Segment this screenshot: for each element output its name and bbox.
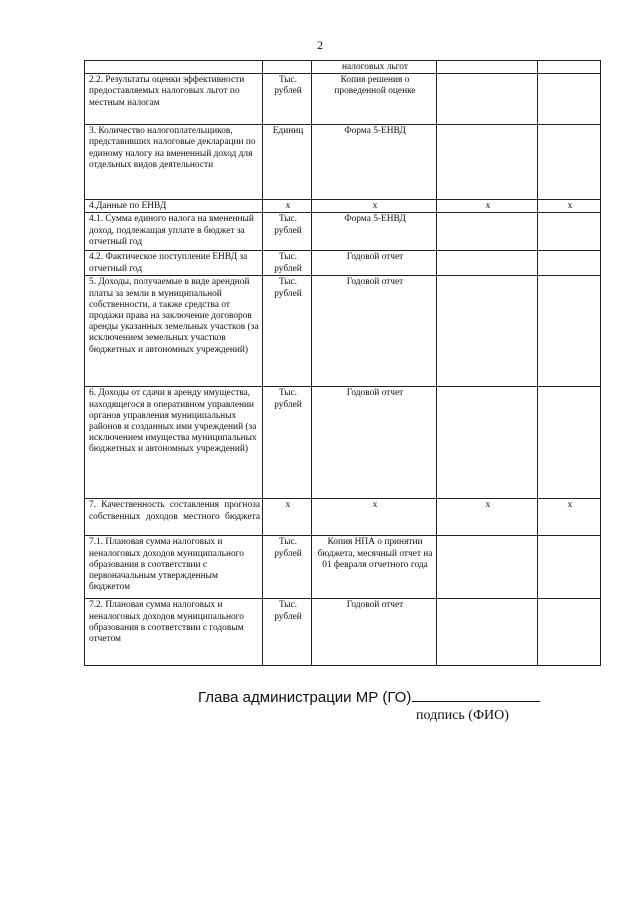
page-number: 2 bbox=[317, 38, 323, 52]
cell-value: х bbox=[538, 200, 601, 213]
cell-value bbox=[437, 536, 538, 599]
cell-source: Годовой отчет bbox=[312, 276, 437, 387]
cell-value bbox=[437, 276, 538, 387]
cell-name bbox=[85, 61, 263, 74]
cell-value: х bbox=[538, 499, 601, 536]
cell-unit: Тыс. рублей bbox=[263, 536, 312, 599]
cell-name: 4.1. Сумма единого налога на вмененный доход, подлежащая уплате в бюджет за отчетный год bbox=[85, 213, 263, 251]
cell-value bbox=[437, 213, 538, 251]
cell-source: налоговых льгот bbox=[312, 61, 437, 74]
cell-source: Копия НПА о принятии бюджета, месячный отчет на 01 февраля отчетного года bbox=[312, 536, 437, 599]
cell-name: 7.1. Плановая сумма налоговых и неналоговых доходов муниципального образования в соответствии с первоначальным утвержденным бюджетом bbox=[85, 536, 263, 599]
report-table bbox=[84, 60, 601, 666]
cell-value bbox=[538, 276, 601, 387]
cell-value bbox=[538, 125, 601, 200]
cell-source: Форма 5-ЕНВД bbox=[312, 125, 437, 200]
signature-title bbox=[198, 688, 540, 706]
cell-unit: х bbox=[263, 200, 312, 213]
cell-unit bbox=[263, 61, 312, 74]
signature-line[interactable] bbox=[412, 688, 540, 702]
signature-hint: подпись (ФИО) bbox=[416, 708, 509, 723]
cell-value bbox=[538, 251, 601, 276]
cell-value bbox=[538, 61, 601, 74]
cell-unit: Тыс. рублей bbox=[263, 251, 312, 276]
cell-source: Копия решения о проведенной оценке bbox=[312, 74, 437, 125]
cell-value bbox=[538, 387, 601, 499]
cell-unit: Тыс. рублей bbox=[263, 213, 312, 251]
cell-unit: Тыс. рублей bbox=[263, 74, 312, 125]
cell-source: Форма 5-ЕНВД bbox=[312, 213, 437, 251]
cell-value bbox=[437, 61, 538, 74]
table-row bbox=[85, 276, 601, 387]
table-row bbox=[85, 74, 601, 125]
cell-value bbox=[437, 74, 538, 125]
cell-name: 7.2. Плановая сумма налоговых и неналоговых доходов муниципального образования в соответствии с годовым отчетом bbox=[85, 599, 263, 666]
cell-source: х bbox=[312, 499, 437, 536]
cell-value bbox=[437, 599, 538, 666]
cell-unit: Тыс. рублей bbox=[263, 599, 312, 666]
table-row bbox=[85, 499, 601, 536]
cell-source: х bbox=[312, 200, 437, 213]
signature-title-text: Глава администрации МР (ГО) bbox=[198, 689, 412, 706]
cell-value bbox=[538, 213, 601, 251]
table-row bbox=[85, 536, 601, 599]
cell-name: 5. Доходы, получаемые в виде арендной платы за земли в муниципальной собственности, а также средства от продажи права на заключение договоров аренды указанных земельных участков (за исключением земельных участков бюджетных и автономных учреждений) bbox=[85, 276, 263, 387]
table-row bbox=[85, 200, 601, 213]
cell-name: 7. Качественность составления прогноза собственных доходов местного бюджета bbox=[85, 499, 263, 536]
cell-unit: Тыс. рублей bbox=[263, 387, 312, 499]
cell-name: 2.2. Результаты оценки эффективности предоставляемых налоговых льгот по местным налогам bbox=[85, 74, 263, 125]
table-row bbox=[85, 251, 601, 276]
table-row bbox=[85, 61, 601, 74]
cell-name: 3. Количество налогоплательщиков, представивших налоговые декларации по единому налогу на вмененный доход для отдельных видов деятельности bbox=[85, 125, 263, 200]
cell-name: 4.2. Фактическое поступление ЕНВД за отчетный год bbox=[85, 251, 263, 276]
cell-value: х bbox=[437, 499, 538, 536]
cell-name: 6. Доходы от сдачи в аренду имущества, находящегося в оперативном управлении органов управления муниципальных районов и созданных ими учреждений (за исключением имущества муниципальных бюджетных и автономных учреждений) bbox=[85, 387, 263, 499]
cell-value bbox=[538, 599, 601, 666]
cell-source: Годовой отчет bbox=[312, 251, 437, 276]
cell-value bbox=[437, 125, 538, 200]
cell-unit: Тыс. рублей bbox=[263, 276, 312, 387]
cell-source: Годовой отчет bbox=[312, 599, 437, 666]
cell-name: 4.Данные по ЕНВД bbox=[85, 200, 263, 213]
cell-unit: Единиц bbox=[263, 125, 312, 200]
table-row bbox=[85, 599, 601, 666]
table-row bbox=[85, 213, 601, 251]
cell-value bbox=[437, 387, 538, 499]
table-row bbox=[85, 125, 601, 200]
cell-value bbox=[538, 74, 601, 125]
cell-value bbox=[437, 251, 538, 276]
cell-value bbox=[538, 536, 601, 599]
cell-value: х bbox=[437, 200, 538, 213]
cell-unit: х bbox=[263, 499, 312, 536]
table-row bbox=[85, 387, 601, 499]
cell-source: Годовой отчет bbox=[312, 387, 437, 499]
